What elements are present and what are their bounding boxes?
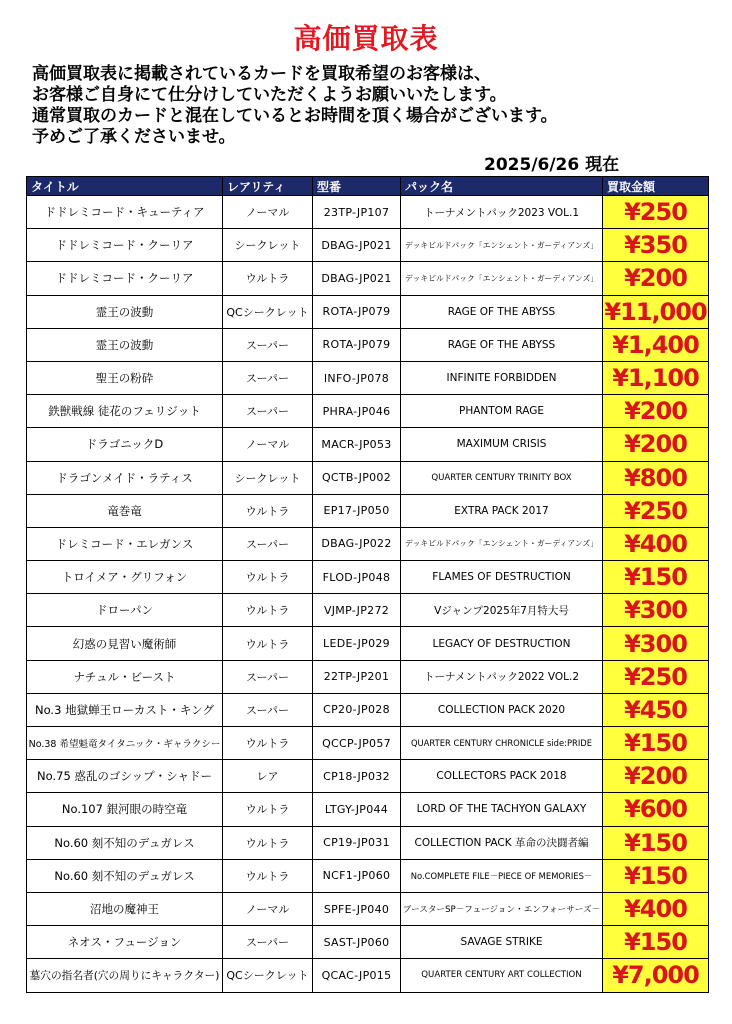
table-row (27, 262, 709, 295)
pack-name-cell: トーナメントパック2023 VOL.1 (401, 196, 603, 229)
table-row (27, 926, 709, 959)
rarity-cell: スーパー (223, 527, 313, 560)
card-code-cell: QCTB-JP002 (313, 461, 401, 494)
card-code-cell: ROTA-JP079 (313, 328, 401, 361)
pack-name-cell: RAGE OF THE ABYSS (401, 328, 603, 361)
card-name-cell: ネオス・フュージョン (27, 926, 223, 959)
page-title: 高価買取表 (293, 22, 439, 55)
table-row (27, 859, 709, 892)
rarity-cell: スーパー (223, 693, 313, 726)
card-code-cell: ROTA-JP079 (313, 295, 401, 328)
card-name-cell: 聖王の粉砕 (27, 361, 223, 394)
pack-name-cell: Vジャンプ2025年7月特大号 (401, 594, 603, 627)
price-cell: ¥250 (603, 494, 709, 527)
price-cell: ¥300 (603, 627, 709, 660)
card-code-cell: DBAG-JP022 (313, 527, 401, 560)
table-row (27, 660, 709, 693)
card-name-cell: ドドレミコード・クーリア (27, 262, 223, 295)
card-name-cell: No.60 刻不知のデュガレス (27, 826, 223, 859)
price-cell: ¥150 (603, 859, 709, 892)
table-row (27, 793, 709, 826)
card-name-cell: No.75 惑乱のゴシップ・シャドー (27, 760, 223, 793)
notice-line-2: お客様ご自身にて仕分けしていただくようお願いいたします。 (32, 85, 507, 105)
card-name-cell: 墓穴の指名者(穴の周りにキャラクター) (27, 959, 223, 992)
card-name-cell: ドレミコード・エレガンス (27, 527, 223, 560)
rarity-cell: ウルトラ (223, 494, 313, 527)
rarity-cell: QCシークレット (223, 959, 313, 992)
card-name-cell: No.60 刻不知のデュガレス (27, 859, 223, 892)
pack-name-cell: QUARTER CENTURY ART COLLECTION (401, 959, 603, 992)
pack-name-cell: デッキビルドパック「エンシェント・ガーディアンズ」 (401, 229, 603, 262)
price-cell: ¥200 (603, 395, 709, 428)
rarity-cell: QCシークレット (223, 295, 313, 328)
card-code-cell: LEDE-JP029 (313, 627, 401, 660)
card-code-cell: EP17-JP050 (313, 494, 401, 527)
price-cell: ¥200 (603, 262, 709, 295)
pack-name-cell: LORD OF THE TACHYON GALAXY (401, 793, 603, 826)
table-row (27, 527, 709, 560)
card-name-cell: 鉄獣戦線 徒花のフェリジット (27, 395, 223, 428)
column-header-code: 型番 (313, 177, 401, 196)
card-name-cell: ドローパン (27, 594, 223, 627)
table-row (27, 395, 709, 428)
rarity-cell: ウルトラ (223, 594, 313, 627)
card-code-cell: PHRA-JP046 (313, 395, 401, 428)
card-name-cell: 霊王の波動 (27, 295, 223, 328)
card-code-cell: INFO-JP078 (313, 361, 401, 394)
table-row (27, 594, 709, 627)
rarity-cell: ウルトラ (223, 826, 313, 859)
card-name-cell: 竜巻竜 (27, 494, 223, 527)
rarity-cell: ノーマル (223, 892, 313, 925)
card-code-cell: DBAG-JP021 (313, 229, 401, 262)
table-row (27, 892, 709, 925)
pack-name-cell: QUARTER CENTURY CHRONICLE side:PRIDE (401, 727, 603, 760)
table-row (27, 295, 709, 328)
card-code-cell: 23TP-JP107 (313, 196, 401, 229)
price-cell: ¥150 (603, 926, 709, 959)
rarity-cell: ノーマル (223, 196, 313, 229)
pack-name-cell: EXTRA PACK 2017 (401, 494, 603, 527)
pack-name-cell: FLAMES OF DESTRUCTION (401, 561, 603, 594)
rarity-cell: ウルトラ (223, 627, 313, 660)
price-cell: ¥450 (603, 693, 709, 726)
card-name-cell: ドラゴニックD (27, 428, 223, 461)
card-name-cell: ドドレミコード・キューティア (27, 196, 223, 229)
price-cell: ¥200 (603, 760, 709, 793)
card-name-cell: ドラゴンメイド・ラティス (27, 461, 223, 494)
card-code-cell: NCF1-JP060 (313, 859, 401, 892)
table-row (27, 727, 709, 760)
card-code-cell: SPFE-JP040 (313, 892, 401, 925)
table-body (27, 196, 709, 993)
rarity-cell: ウルトラ (223, 561, 313, 594)
card-code-cell: LTGY-JP044 (313, 793, 401, 826)
card-code-cell: VJMP-JP272 (313, 594, 401, 627)
rarity-cell: スーパー (223, 328, 313, 361)
table-row (27, 196, 709, 229)
table-header-row (27, 177, 709, 196)
table-row (27, 627, 709, 660)
pack-name-cell: PHANTOM RAGE (401, 395, 603, 428)
price-cell: ¥350 (603, 229, 709, 262)
table-row (27, 494, 709, 527)
price-cell: ¥400 (603, 527, 709, 560)
price-cell: ¥300 (603, 594, 709, 627)
card-name-cell: No.38 希望魁竜タイタニック・ギャラクシー (27, 727, 223, 760)
pack-name-cell: INFINITE FORBIDDEN (401, 361, 603, 394)
pack-name-cell: デッキビルドパック「エンシェント・ガーディアンズ」 (401, 527, 603, 560)
table-row (27, 760, 709, 793)
price-cell: ¥11,000 (603, 295, 709, 328)
price-cell: ¥150 (603, 727, 709, 760)
card-code-cell: SAST-JP060 (313, 926, 401, 959)
price-cell: ¥600 (603, 793, 709, 826)
rarity-cell: ウルトラ (223, 727, 313, 760)
card-name-cell: ドドレミコード・クーリア (27, 229, 223, 262)
rarity-cell: ウルトラ (223, 793, 313, 826)
rarity-cell: レア (223, 760, 313, 793)
rarity-cell: シークレット (223, 461, 313, 494)
price-cell: ¥150 (603, 561, 709, 594)
notice-line-1: 高価買取表に掲載されているカードを買取希望のお客様は、 (32, 64, 491, 84)
pack-name-cell: SAVAGE STRIKE (401, 926, 603, 959)
rarity-cell: スーパー (223, 361, 313, 394)
table-row (27, 361, 709, 394)
pack-name-cell: ブースターSP－フュージョン・エンフォーサーズ－ (401, 892, 603, 925)
rarity-cell: シークレット (223, 229, 313, 262)
card-code-cell: 22TP-JP201 (313, 660, 401, 693)
pack-name-cell: No.COMPLETE FILE－PIECE OF MEMORIES－ (401, 859, 603, 892)
card-code-cell: QCAC-JP015 (313, 959, 401, 992)
price-cell: ¥800 (603, 461, 709, 494)
pack-name-cell: MAXIMUM CRISIS (401, 428, 603, 461)
as-of-date: 2025/6/26 現在 (484, 155, 620, 175)
table-row (27, 826, 709, 859)
price-cell: ¥250 (603, 660, 709, 693)
table-row (27, 461, 709, 494)
card-name-cell: 霊王の波動 (27, 328, 223, 361)
table-row (27, 229, 709, 262)
price-cell: ¥1,400 (603, 328, 709, 361)
table-row (27, 561, 709, 594)
price-cell: ¥200 (603, 428, 709, 461)
price-cell: ¥7,000 (603, 959, 709, 992)
card-code-cell: CP20-JP028 (313, 693, 401, 726)
column-header-price: 買取金額 (603, 177, 709, 196)
table-row (27, 693, 709, 726)
card-name-cell: 沼地の魔神王 (27, 892, 223, 925)
card-code-cell: CP19-JP031 (313, 826, 401, 859)
pack-name-cell: QUARTER CENTURY TRINITY BOX (401, 461, 603, 494)
column-header-rarity: レアリティ (223, 177, 313, 196)
price-cell: ¥1,100 (603, 361, 709, 394)
card-code-cell: CP18-JP032 (313, 760, 401, 793)
card-code-cell: FLOD-JP048 (313, 561, 401, 594)
pack-name-cell: COLLECTION PACK 革命の決闘者編 (401, 826, 603, 859)
notice-line-3: 通常買取のカードと混在しているとお時間を頂く場合がございます。 (32, 106, 558, 126)
table-row (27, 959, 709, 992)
rarity-cell: スーパー (223, 395, 313, 428)
card-name-cell: No.107 銀河眼の時空竜 (27, 793, 223, 826)
pack-name-cell: RAGE OF THE ABYSS (401, 295, 603, 328)
pack-name-cell: デッキビルドパック「エンシェント・ガーディアンズ」 (401, 262, 603, 295)
column-header-title: タイトル (27, 177, 223, 196)
card-code-cell: MACR-JP053 (313, 428, 401, 461)
rarity-cell: ウルトラ (223, 262, 313, 295)
rarity-cell: スーパー (223, 926, 313, 959)
card-name-cell: 幻惑の見習い魔術師 (27, 627, 223, 660)
rarity-cell: ノーマル (223, 428, 313, 461)
notice-text (32, 64, 722, 148)
card-name-cell: トロイメア・グリフォン (27, 561, 223, 594)
pack-name-cell: COLLECTION PACK 2020 (401, 693, 603, 726)
price-cell: ¥150 (603, 826, 709, 859)
column-header-pack: パック名 (401, 177, 603, 196)
rarity-cell: スーパー (223, 660, 313, 693)
card-code-cell: QCCP-JP057 (313, 727, 401, 760)
pack-name-cell: COLLECTORS PACK 2018 (401, 760, 603, 793)
card-code-cell: DBAG-JP021 (313, 262, 401, 295)
price-cell: ¥250 (603, 196, 709, 229)
table-row (27, 428, 709, 461)
table-row (27, 328, 709, 361)
pack-name-cell: トーナメントパック2022 VOL.2 (401, 660, 603, 693)
rarity-cell: ウルトラ (223, 859, 313, 892)
card-name-cell: ナチュル・ビースト (27, 660, 223, 693)
card-name-cell: No.3 地獄蝉王ローカスト・キング (27, 693, 223, 726)
buyback-price-table (26, 176, 709, 993)
price-cell: ¥400 (603, 892, 709, 925)
pack-name-cell: LEGACY OF DESTRUCTION (401, 627, 603, 660)
notice-line-4: 予めご了承くださいませ。 (32, 127, 236, 147)
